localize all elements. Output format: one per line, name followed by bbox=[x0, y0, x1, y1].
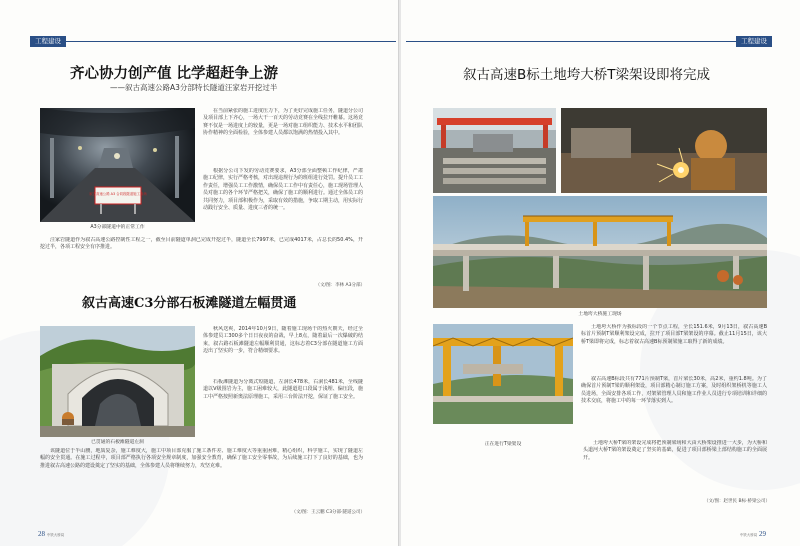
article-paragraph1: 土地垮大桥作为我标段的一个节点工程，全长151.6米，9月13日，叙古高速B标首片预制T梁顺利架设完成，拉开了项目部T梁架设的序幕。截止11月15日，该大桥T梁即将完成，标志着叙古高速B标预制梁施工取得了新的成绩。 bbox=[581, 324, 767, 345]
article1-paragraph3: 汪家岩隧道作为叙古高速公路控制性工程之一，截至目前隧道单洞已完成开挖过半，隧道全长7997米，已完成4017米，占总长的50.4%，开挖过半，各项工程安全有序推进。 bbox=[40, 237, 363, 251]
article2-paragraph2: 石板滩隧道为分离式短隧道，左洞长478米，右洞长481米，全线隧道以Ⅴ级围岩为主，施工困难较大，此隧道进口段属于浅埋、偏压段，施工中严格按照新奥法原理施工，采用三台阶法开挖，保证了施工安全。 bbox=[203, 379, 363, 400]
tunnel-portal-illustration bbox=[40, 326, 195, 437]
page-number-sub: 中铁大桥局 bbox=[46, 533, 65, 537]
page-number bbox=[38, 530, 64, 538]
article1-credit: （文/图：李林 A3分部） bbox=[315, 283, 365, 288]
bridge-erecting-machine-photo bbox=[433, 324, 573, 424]
erecting-machine-illustration bbox=[433, 324, 573, 424]
tunnel-interior-illustration bbox=[40, 108, 195, 222]
tunnel-portal-photo bbox=[40, 326, 195, 437]
section-tab bbox=[406, 36, 772, 47]
page-number bbox=[740, 530, 766, 538]
article2-paragraph3: 该隧道位于半山腰，地质复杂，施工难度大，施工中项目部克服了施工条件差、施工难度大等重重困难，精心组织，科学施工，实现了隧道左幅的安全贯通。在施工过程中，项目部严格执行各项安全规章制度，加强安全教育，确保了施工安全零事故，为后续施工打下了良好的基础，也为推进叙古高速公路的建设奠定了坚实的基础，全体参建人员将继续努力，攻坚克难。 bbox=[40, 448, 363, 469]
section-rule bbox=[406, 41, 736, 42]
article1-paragraph1: 在当前紧张的施工进度压力下，为了更好完成施工任务，隧道分公司及项目部上下齐心，一场大干一百天的劳动竞赛在全线拉开帷幕。这场竞赛不仅是一场进度上的较量，更是一场对施工组织能力、技术水平和团队协作精神的全面检验，全体参建人员都以饱满的热情投入其中。 bbox=[203, 108, 363, 137]
photo2-caption: 已贯通的石板滩隧道左洞 bbox=[91, 440, 144, 445]
article1-paragraph2: 根据分公司下发的劳动竞赛要求，A3分部全面整顿工作纪律，严肃施工纪律，实行严格考核，对出现违规行为的班组进行处罚。提升员工工作责任，增强员工工作激情，确保员工工作中有责任心，施工现场管理人员对施工的各个环节严格把关，确保了施工的顺利进行。通过全体员工的共同努力，项目部积极作为，采取有效的措施，争取工期主动，用实际行动践行安全、质量、进度三者的统一。 bbox=[203, 168, 363, 212]
article2-title: 叙古高速C3分部石板滩隧道左幅贯通 bbox=[82, 296, 297, 311]
bridge-illustration bbox=[433, 196, 767, 308]
section-tab bbox=[30, 36, 396, 47]
article-credit: （文/图：赵世民 B标·桥梁公司） bbox=[704, 499, 770, 504]
bridge-construction-photo bbox=[433, 196, 767, 308]
article1-title: 齐心协力创产值 比学超赶争上游 bbox=[70, 65, 279, 82]
right-page bbox=[401, 0, 800, 546]
page-number-value: 28 bbox=[38, 530, 45, 538]
article-title: 叙古高速B标土地垮大桥T梁架设即将完成 bbox=[463, 67, 711, 83]
article-paragraph2: 叙古高速B标段共有771片预制T梁，首片梁长30米，高2米，重约1.8吨。为了确保首片预制T梁的顺利架设，项目部精心制订施工方案，及时组织架桥机等施工人员进场，全面安排各项工作，对架梁管理人员和施工作业人员进行专项培训和详细的技术交底，将施工中的每一环节落实到人。 bbox=[581, 376, 767, 405]
left-page bbox=[0, 0, 399, 546]
beam-yard-photo bbox=[433, 108, 556, 193]
site-sign: 叙古高速公路 A3 合同段隧道施工现场 bbox=[89, 192, 147, 196]
beam-yard-illustration bbox=[433, 108, 556, 193]
photo1-caption: A3分部隧道中的正常工作 bbox=[90, 225, 145, 230]
section-rule bbox=[66, 41, 396, 42]
article2-paragraph1: 秋风送爽，2014年10月9日，随着施工现场干的热火朝天，经过全体参建员工300多个日日夜夜的奋战，早上8点，随着最后一次爆破的结束，叙古路石板滩隧道左幅顺利贯通，这标志着C3分部在隧道施工方面迈出了坚实的一步，符合精细要求。 bbox=[203, 326, 363, 355]
article-paragraph3: 土地垮大桥T梁的架设完成将把预制梁场和大由大桥架设推进一大步，为大桥和头道河大桥T梁的架设奠定了坚实的基础，促进了项目部桥梁上部结构施工的全面展开。 bbox=[583, 440, 767, 461]
page-number-value: 29 bbox=[759, 530, 766, 538]
welder-illustration bbox=[561, 108, 767, 193]
section-label: 工程建设 bbox=[736, 36, 772, 47]
welder-photo bbox=[561, 108, 767, 193]
page-number-sub: 中铁大桥局 bbox=[739, 533, 758, 537]
article2-credit: （文/图：王云鹏 C3分部·隧道公司） bbox=[291, 510, 365, 515]
erecting-photo-caption: 正在进行T梁架设 bbox=[484, 442, 522, 447]
tunnel-interior-photo bbox=[40, 108, 195, 222]
article1-subtitle: ——叙古高速公路A3分部特长隧道汪家岩开挖过半 bbox=[110, 83, 278, 92]
section-label: 工程建设 bbox=[30, 36, 66, 47]
bridge-photo-caption: 土地垮大桥施工现场 bbox=[578, 312, 622, 317]
